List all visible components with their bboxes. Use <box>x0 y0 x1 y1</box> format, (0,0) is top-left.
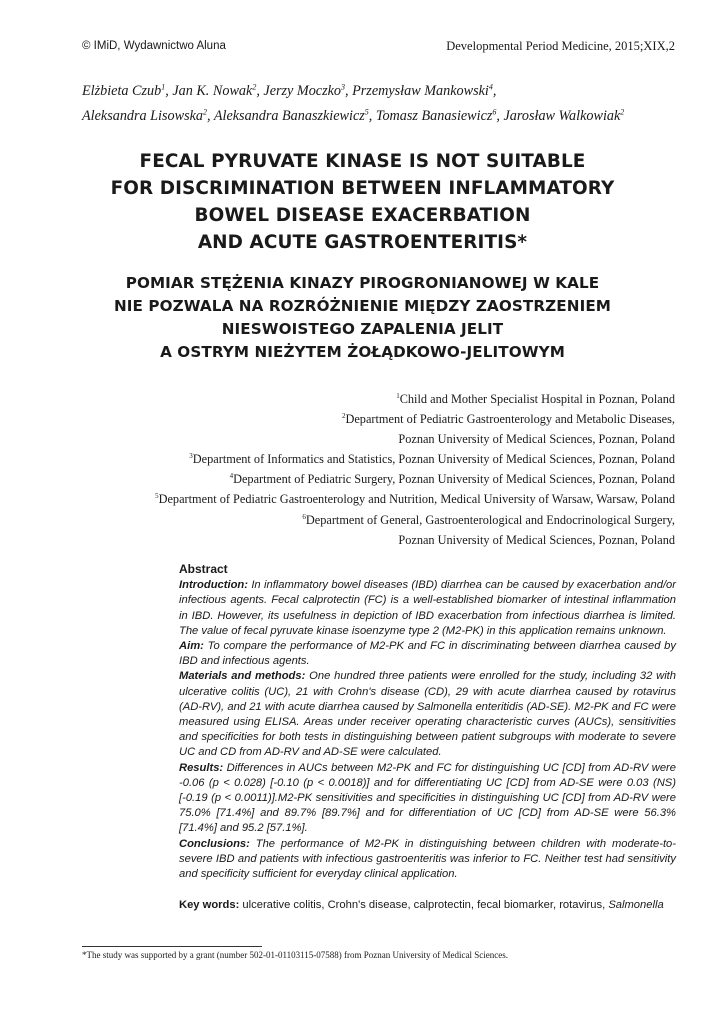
author: Aleksandra Banaszkiewicz$^5$, <box>213 107 376 125</box>
author: Jarosław Walkowiak$^2$ <box>503 107 625 125</box>
affiliation-line: Poznan University of Medical Sciences, Poznan, Poland <box>398 432 675 447</box>
author: Tomasz Banasiewicz$^6$, <box>375 107 504 125</box>
journal-citation: Developmental Period Medicine, 2015;XIX,2 <box>446 39 675 53</box>
journal-copyright: © IMiD, Wydawnictwo Aluna <box>82 40 226 52</box>
affiliation-line: $^5$Department of Pediatric Gastroenterology and Nutrition, Medical University of Warsaw, Warsaw, Poland <box>155 492 675 507</box>
title-polish <box>40 272 685 364</box>
affiliation-line: $^3$Department of Informatics and Statistics, Poznan University of Medical Sciences, Poznan, Poland <box>189 452 675 467</box>
abstract-aim: Aim: To compare the performance of M2-PK and FC in discriminating between diarrhea caused by IBD and infectious agents. <box>179 640 676 668</box>
affiliation-line: $^2$Department of Pediatric Gastroenterology and Metabolic Diseases, <box>341 412 675 427</box>
abstract-introduction: Introduction: In inflammatory bowel diseases (IBD) diarrhea can be caused by exacerbation and/or infectious agents. Fecal calprotectin (FC) is a well-established biomarker of intestinal inflammation in IBD. However, its usefulness in depiction of IBD exacerbation from infectious diarrhea is limited. The value of fecal pyruvate kinase isoenzyme type 2 (M2-PK) in this application remains unknown. <box>179 579 677 637</box>
title-line: BOWEL DISEASE EXACERBATION <box>194 205 531 226</box>
affiliation-line: $^6$Department of General, Gastroenterological and Endocrinological Surgery, <box>302 512 675 527</box>
author-list <box>82 76 682 127</box>
author: Elżbieta Czub$^1$, <box>82 82 173 99</box>
author: Jerzy Moczko$^3$, <box>263 82 353 99</box>
abstract-methods: Materials and methods: One hundred three patients were enrolled for the study, including 32 with ulcerative colitis (UC), 21 with Crohn's disease (CD), 29 with acute diarrhea caused by rotavirus (AD-RV), and 21 with acute diarrhea caused by Salmonella enteritidis (AD-SE). M2-PK and FC were measured using ELISA. Areas under receiver operating characteristic curves (AUCs), sensitivities and specificities for both tests in distinguishing between patient subgroups with moderate to severe UC and CD from AD-RV and AD-SE were calculated. <box>179 670 677 759</box>
title-line: NIE POZWALA NA ROZRÓŻNIENIE MIĘDZY ZAOSTRZENIEM <box>113 297 612 315</box>
affiliation-list <box>75 388 675 549</box>
abstract <box>179 562 676 913</box>
footnote-divider <box>82 946 262 947</box>
affiliation-line: Poznan University of Medical Sciences, Poznan, Poland <box>398 532 675 547</box>
title-line: POMIAR STĘŻENIA KINAZY PIROGRONIANOWEJ W KALE <box>125 274 600 292</box>
affiliation-line: $^1$Child and Mother Specialist Hospital in Poznan, Poland <box>396 392 675 407</box>
abstract-heading: Abstract <box>179 562 228 576</box>
author: Jan K. Nowak$^2$, <box>172 82 264 99</box>
keywords: Key words: ulcerative colitis, Crohn's disease, calprotectin, fecal biomarker, rotavirus, Salmonella <box>179 899 664 912</box>
title-line: FOR DISCRIMINATION BETWEEN INFLAMMATORY <box>110 178 615 199</box>
title-line: A OSTRYM NIEŻYTEM ŻOŁĄDKOWO-JELITOWYM <box>160 343 565 361</box>
title-english <box>40 148 685 256</box>
footnote: *The study was supported by a grant (number 502-01-01103115-07588) from Poznan University of Medical Sciences. <box>82 950 508 960</box>
affiliation-line: $^4$Department of Pediatric Surgery, Poznan University of Medical Sciences, Poznan, Poland <box>229 472 675 487</box>
title-line: NIESWOISTEGO ZAPALENIA JELIT <box>221 320 504 338</box>
author: Aleksandra Lisowska$^2$, <box>82 107 214 125</box>
title-line: AND ACUTE GASTROENTERITIS* <box>197 232 528 253</box>
abstract-results: Results: Differences in AUCs between M2-PK and FC for distinguishing UC [CD] from AD-RV were -0.06 (p < 0.028) [-0.10 (p < 0.0018)] and for differentiating UC [CD] from AD-SE were 0.03 (NS) [-0.19 (p < 0.0011)].M2-PK sensitivities and specificities in distinguishing UC [CD] from AD-RV were 75.0% [71.4%] and 89.7% [89.7%] and for differentiation of UC [CD] from AD-SE were 56.3% [71.4%] and 95.2 [57.1%]. <box>179 761 676 835</box>
author: Przemysław Mankowski$^4$, <box>352 82 497 99</box>
title-line: FECAL PYRUVATE KINASE IS NOT SUITABLE <box>139 151 586 172</box>
abstract-conclusions: Conclusions: The performance of M2-PK in distinguishing between children with moderate-to-severe IBD and patients with infectious gastroenteritis was inferior to FC. Neither test had sensitivity and specificity sufficient for everyday clinical application. <box>179 837 677 881</box>
